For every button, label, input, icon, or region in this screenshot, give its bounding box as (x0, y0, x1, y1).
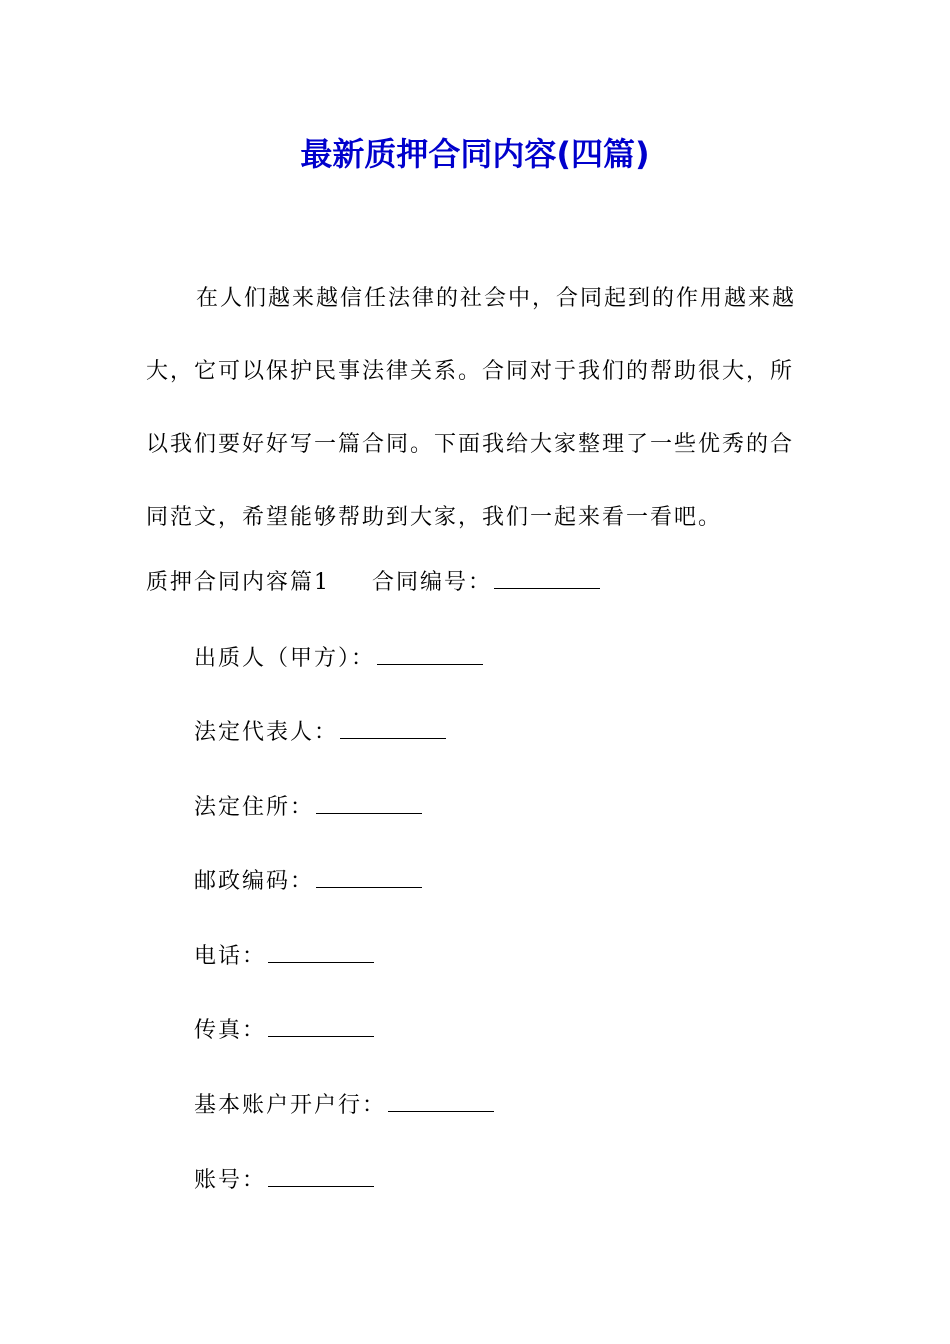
field-row-postal-code (194, 862, 422, 902)
field-row-phone (194, 937, 374, 977)
intro-line: 在人们越来越信任法律的社会中，合同起到的作用越来越 (196, 286, 797, 311)
field-label: 账号： (194, 1168, 267, 1193)
field-label: 法定代表人： (194, 720, 339, 745)
field-blank (316, 791, 422, 814)
intro-line: 大，它可以保护民事法律关系。合同对于我们的帮助很大，所 (146, 359, 795, 384)
field-blank (316, 865, 422, 888)
document-title: 最新质押合同内容(四篇) (300, 135, 650, 173)
field-row-fax (194, 1011, 374, 1051)
intro-line: 同范文，希望能够帮助到大家，我们一起来看一看吧。 (146, 505, 723, 530)
field-label: 电话： (194, 944, 267, 969)
contract-number-label: 合同编号： (372, 570, 493, 595)
field-row-account (194, 1161, 374, 1201)
field-blank (340, 716, 446, 739)
section-heading-row (146, 563, 600, 603)
field-blank (388, 1089, 494, 1112)
intro-paragraph (146, 262, 806, 554)
field-label: 法定住所： (194, 795, 315, 820)
intro-line: 以我们要好好写一篇合同。下面我给大家整理了一些优秀的合 (146, 432, 795, 457)
field-row-legal-representative (194, 713, 446, 753)
field-row-bank (194, 1086, 494, 1126)
field-blank (377, 642, 483, 665)
field-label: 传真： (194, 1018, 267, 1043)
field-blank (268, 1014, 374, 1037)
field-row-legal-address (194, 788, 422, 828)
field-blank (268, 1164, 374, 1187)
field-label: 邮政编码： (194, 869, 315, 894)
contract-number-blank (494, 566, 600, 589)
field-row-pledgor (194, 639, 483, 679)
field-label: 基本账户开户行： (194, 1093, 387, 1118)
field-blank (268, 940, 374, 963)
field-label: 出质人（甲方）： (194, 646, 376, 671)
section-heading: 质押合同内容篇1 (146, 570, 330, 595)
